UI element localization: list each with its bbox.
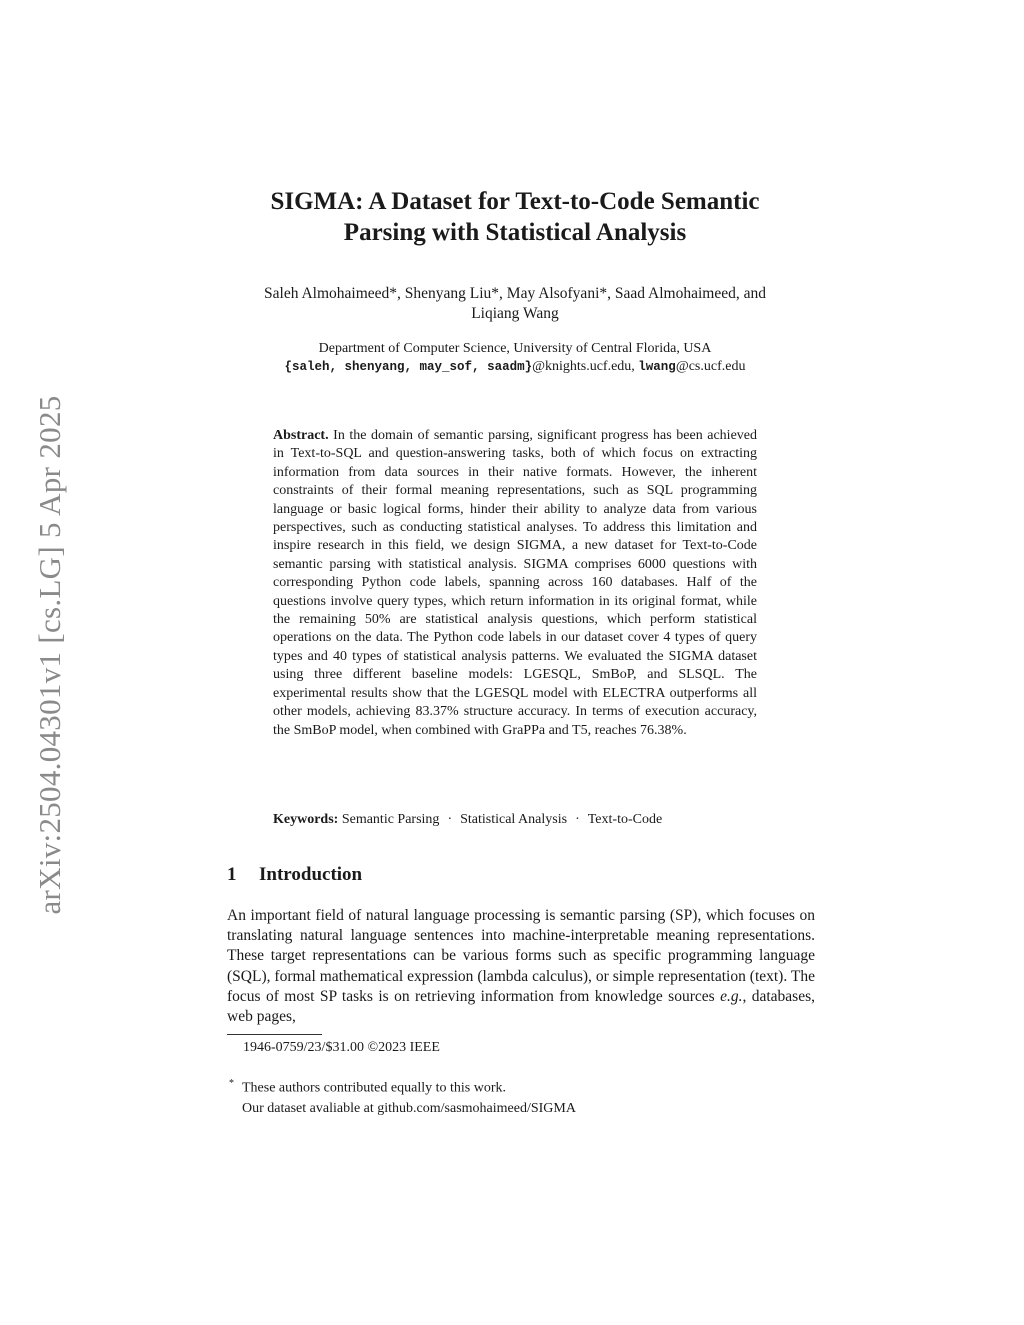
keyword-separator: · [447, 812, 453, 827]
section-number: 1 [227, 864, 237, 885]
paper-title [200, 186, 830, 248]
abstract-text: In the domain of semantic parsing, significant progress has been achieved in Text-to-SQL and question-answering tasks, both of which focus on extracting information from data sources in their native formats. However, the inherent constraints of their formal meaning representations, such as SQL programming language or basic logical forms, hinder their ability to analyze data from various perspectives, such as conducting statistical analyses. To address this limitation and inspire research in this field, we design SIGMA, a new dataset for Text-to-Code semantic parsing with statistical analysis. SIGMA comprises 6000 questions with corresponding Python code labels, spanning across 160 databases. Half of the questions involve query types, which return information in its original format, while the remaining 50% are statistical analysis questions, which perform statistical operations on the data. The Python code labels in our dataset cover 4 types of query types and 40 types of statistical analysis patterns. We evaluated the SIGMA dataset using three different baseline models: LGESQL, SmBoP, and SLSQL. The experimental results show that the LGESQL model with ELECTRA outperforms all other models, achieving 83.37% structure accuracy. In terms of execution accuracy, the SmBoP model, when combined with GraPPa and T5, reaches 76.38%. [273, 428, 757, 738]
footnote [229, 1074, 576, 1119]
keyword-item: Semantic Parsing [341, 812, 440, 827]
author-list [200, 284, 830, 324]
emails-username-2: lwang [638, 360, 676, 374]
copyright-notice: 1946-0759/23/$31.00 ©2023 IEEE [243, 1040, 440, 1055]
introduction-paragraph [227, 906, 815, 1027]
keyword-item: Statistical Analysis [460, 812, 568, 827]
intro-text: An important field of natural language processing is semantic parsing (SP), which focuses on translating natural language sentences into machine-interpretable meaning representations. These target representations can be various forms such as specific programming language (SQL), formal mathematical expression (lambda calculus), or simple representation (text). The focus of most SP tasks is on retrieving information from knowledge sources [227, 907, 815, 1005]
keyword-item: Text-to-Code [587, 812, 663, 827]
footnote-line-1 [229, 1074, 576, 1099]
title-line-2: Parsing with Statistical Analysis [343, 219, 687, 246]
title-line-1: SIGMA: A Dataset for Text-to-Code Semantic [270, 188, 760, 215]
footnote-mark: * [229, 1078, 234, 1089]
affiliation-department: Department of Computer Science, University of Central Florida, USA [318, 341, 712, 356]
footnote-text-1: These authors contributed equally to this work. [242, 1080, 506, 1096]
section-title: Introduction [259, 864, 363, 885]
affiliation-block [200, 340, 830, 376]
intro-text-end: , databases, web pages, [227, 987, 815, 1026]
keyword-separator: · [575, 812, 580, 827]
abstract-label: Abstract. [273, 428, 329, 443]
emails-domain-1: @knights.ucf.edu, [532, 359, 639, 374]
author-emails [200, 358, 830, 376]
arxiv-identifier-stamp: arXiv:2504.04301v1 [cs.LG] 5 Apr 2025 [32, 395, 67, 915]
abstract [273, 427, 757, 740]
footnote-rule [227, 1034, 322, 1035]
section-heading [227, 862, 362, 888]
authors-line-1: Saleh Almohaimeed*, Shenyang Liu*, May Alsofyani*, Saad Almohaimeed, and [264, 285, 766, 302]
keywords-label: Keywords: [273, 812, 339, 827]
emails-usernames: {saleh, shenyang, may_sof, saadm} [284, 360, 533, 374]
footnote-line-2: Our dataset avaliable at github.com/sasmohaimeed/SIGMA [242, 1100, 576, 1116]
authors-line-2: Liqiang Wang [471, 305, 559, 322]
emails-domain-2: @cs.ucf.edu [675, 359, 746, 374]
intro-italic-eg: e.g. [720, 987, 743, 1005]
keywords [273, 811, 757, 829]
